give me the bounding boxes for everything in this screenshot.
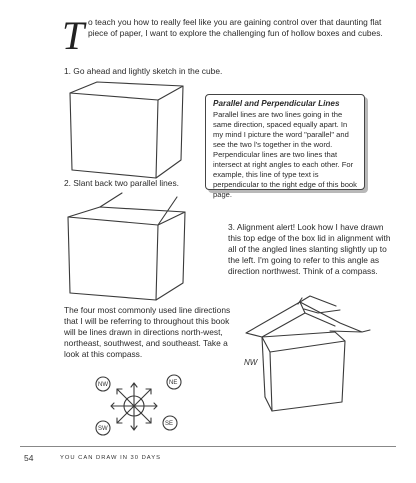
sidebar-title: Parallel and Perpendicular Lines: [213, 99, 340, 108]
intro-paragraph: o teach you how to really feel like you are gaining control over that daunting flat piece of paper, I want to explore the challenging fun of hollow boxes and cubes.: [88, 17, 383, 38]
step-1-text: 1. Go ahead and lightly sketch in the cube.: [64, 66, 223, 76]
compass-label-ne: NE: [169, 380, 178, 386]
compass-label-nw: NW: [98, 382, 108, 388]
compass-label-se: SE: [165, 421, 174, 427]
box-direction-label: NW: [244, 358, 258, 367]
step-2-text: 2. Slant back two parallel lines.: [64, 178, 179, 188]
drop-cap: T: [62, 13, 85, 58]
footer-rule: [20, 446, 396, 447]
step-3-text: 3. Alignment alert! Look how I have drawn this top edge of the box lid in alignment with all of the angled lines slanting slightly up to the left. I'm going to refer to this angle as direction northwest. Think of a compass.: [228, 222, 391, 276]
page-number: 54: [24, 453, 34, 463]
compass-paragraph: The four most commonly used line directions that I will be referring to throughout this book will be lines drawn in directions north-west, northeast, southwest, and southeast. Take a look at this compass.: [64, 305, 231, 359]
sidebar-body: Parallel lines are two lines going in the same direction, spaced equally apart. In my mind I picture the word "parallel" and see the two l's together in the word. Perpendicular lines are two lines that intersect at right angles to each other. For example, this line of type text is perpendicular to the right edge of this book page.: [213, 110, 357, 199]
compass-label-sw: SW: [98, 426, 108, 432]
running-head: YOU CAN DRAW IN 30 DAYS: [60, 455, 161, 461]
